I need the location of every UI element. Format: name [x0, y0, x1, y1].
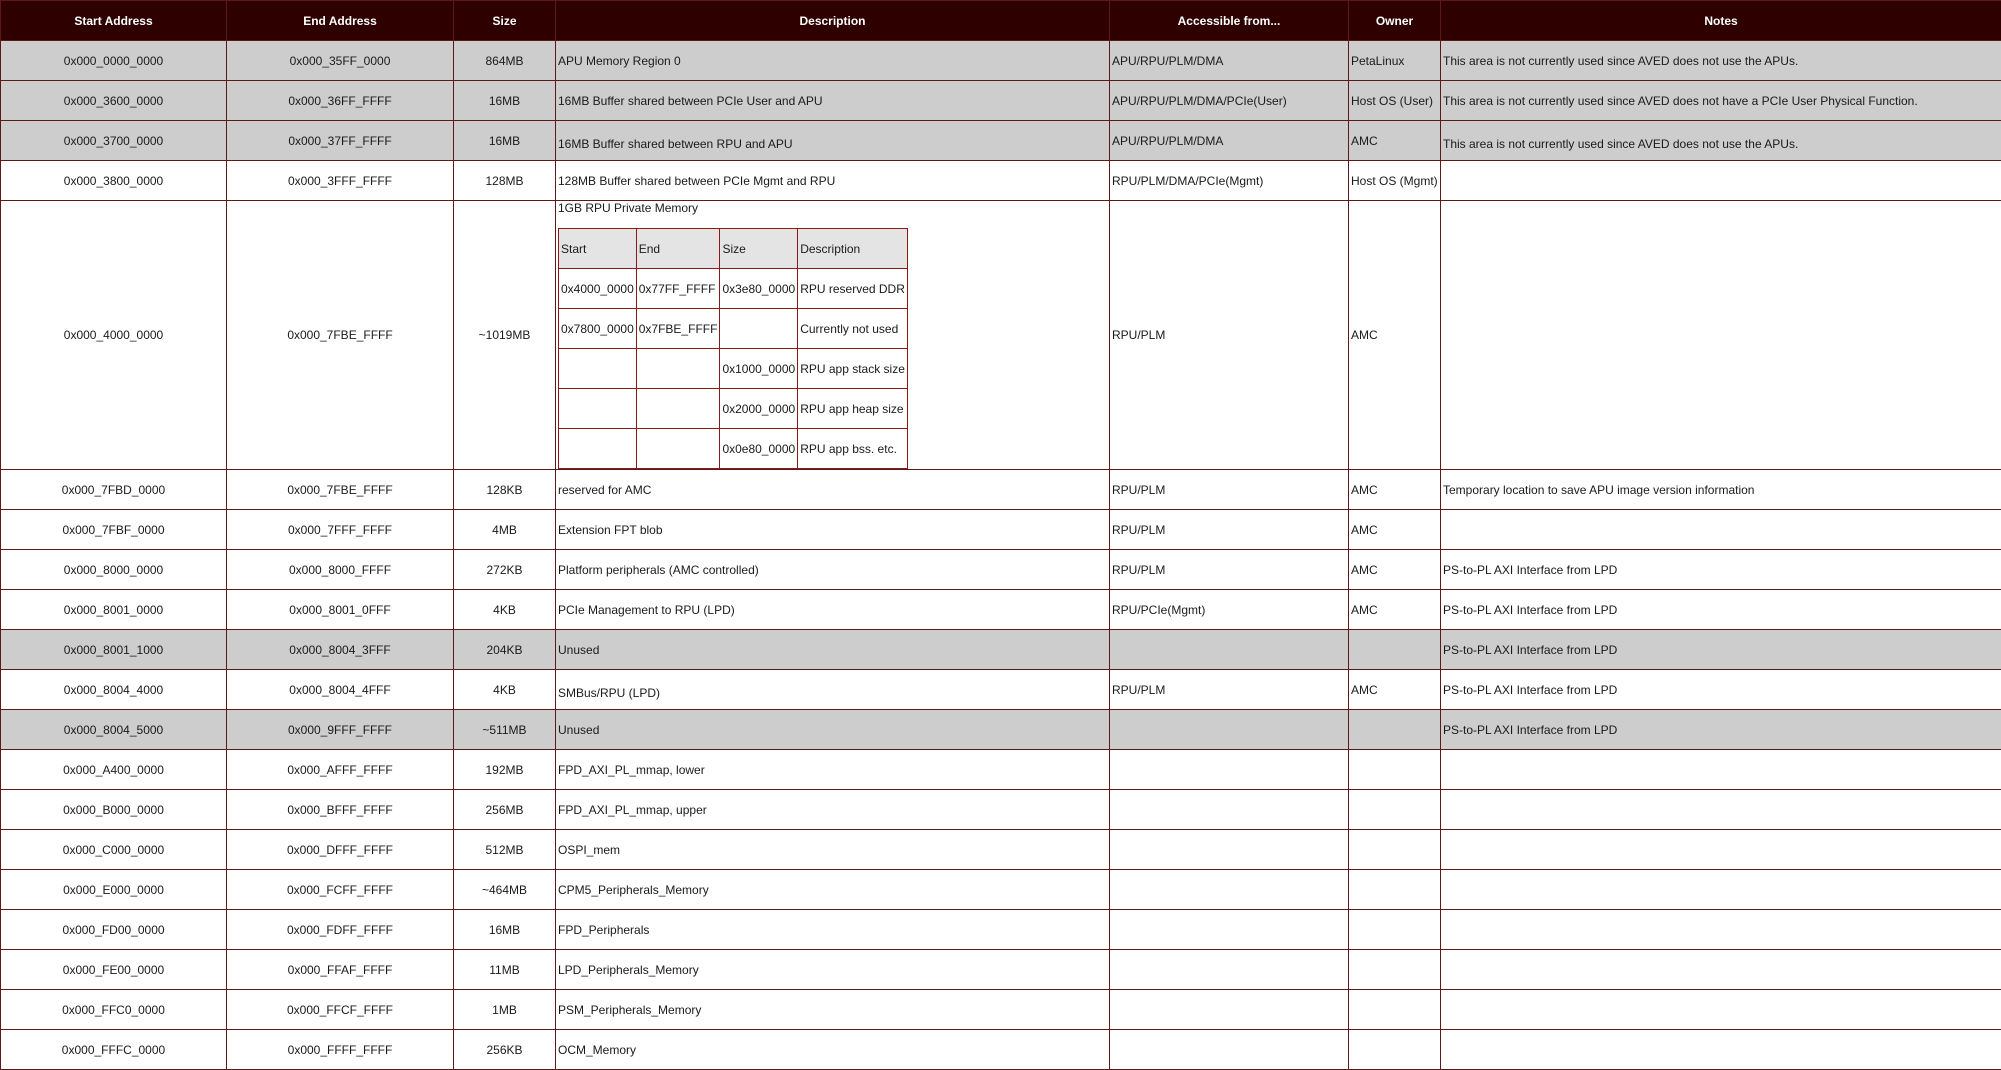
accessible-cell: RPU/PLM [1110, 670, 1349, 710]
header-accessible-from: Accessible from... [1110, 1, 1349, 41]
start-address-cell: 0x000_4000_0000 [1, 201, 227, 470]
owner-cell [1349, 750, 1441, 790]
notes-cell [1441, 161, 2001, 201]
table-row [1, 470, 2001, 510]
owner-cell: PetaLinux [1349, 41, 1441, 81]
header-start-address: Start Address [1, 1, 227, 41]
owner-cell: AMC [1349, 121, 1441, 161]
accessible-cell [1110, 1030, 1349, 1070]
end-address-cell: 0x000_8000_FFFF [227, 550, 454, 590]
subtable-row [559, 309, 908, 349]
subtable-cell [720, 309, 798, 349]
table-row [1, 510, 2001, 550]
accessible-cell [1110, 910, 1349, 950]
end-address-cell: 0x000_8004_4FFF [227, 670, 454, 710]
start-address-cell: 0x000_8004_4000 [1, 670, 227, 710]
notes-cell: PS-to-PL AXI Interface from LPD [1441, 550, 2001, 590]
end-address-cell: 0x000_FFFF_FFFF [227, 1030, 454, 1070]
accessible-cell [1110, 750, 1349, 790]
header-description: Description [556, 1, 1110, 41]
accessible-cell: RPU/PLM/DMA/PCIe(Mgmt) [1110, 161, 1349, 201]
table-row [1, 750, 2001, 790]
subtable-cell [636, 349, 720, 389]
subtable-cell: RPU app heap size [798, 389, 908, 429]
notes-cell [1441, 121, 2001, 161]
table-row [1, 630, 2001, 670]
size-cell: 16MB [454, 121, 556, 161]
accessible-cell [1110, 950, 1349, 990]
start-address-cell: 0x000_8001_0000 [1, 590, 227, 630]
size-cell: 4MB [454, 510, 556, 550]
start-address-cell: 0x000_B000_0000 [1, 790, 227, 830]
subtable-cell: Currently not used [798, 309, 908, 349]
description-cell: PSM_Peripherals_Memory [556, 990, 1110, 1030]
table-row [1, 910, 2001, 950]
header-size: Size [454, 1, 556, 41]
subtable-cell: 0x0e80_0000 [720, 429, 798, 469]
size-cell: 128MB [454, 161, 556, 201]
description-cell: FPD_AXI_PL_mmap, upper [556, 790, 1110, 830]
table-row [1, 41, 2001, 81]
start-address-cell: 0x000_3800_0000 [1, 161, 227, 201]
accessible-cell [1110, 790, 1349, 830]
table-row [1, 201, 2001, 470]
rpu-memory-subtable [558, 228, 908, 469]
table-row [1, 1030, 2001, 1070]
end-address-cell: 0x000_36FF_FFFF [227, 81, 454, 121]
end-address-cell: 0x000_37FF_FFFF [227, 121, 454, 161]
end-address-cell: 0x000_BFFF_FFFF [227, 790, 454, 830]
subtable-cell: RPU app stack size [798, 349, 908, 389]
end-address-cell: 0x000_FFAF_FFFF [227, 950, 454, 990]
subtable-cell [636, 429, 720, 469]
start-address-cell: 0x000_7FBF_0000 [1, 510, 227, 550]
accessible-cell: RPU/PLM [1110, 470, 1349, 510]
end-address-cell: 0x000_9FFF_FFFF [227, 710, 454, 750]
accessible-cell: RPU/PLM [1110, 201, 1349, 470]
subtable-row [559, 269, 908, 309]
notes-cell: PS-to-PL AXI Interface from LPD [1441, 630, 2001, 670]
end-address-cell: 0x000_7FBE_FFFF [227, 201, 454, 470]
size-cell: 16MB [454, 81, 556, 121]
end-address-cell: 0x000_35FF_0000 [227, 41, 454, 81]
size-cell: 272KB [454, 550, 556, 590]
end-address-cell: 0x000_3FFF_FFFF [227, 161, 454, 201]
table-row [1, 590, 2001, 630]
notes-cell [1441, 790, 2001, 830]
size-cell: 864MB [454, 41, 556, 81]
size-cell: 1MB [454, 990, 556, 1030]
start-address-cell: 0x000_8000_0000 [1, 550, 227, 590]
description-cell: reserved for AMC [556, 470, 1110, 510]
subtable-cell: RPU app bss. etc. [798, 429, 908, 469]
table-row [1, 81, 2001, 121]
description-cell: FPD_AXI_PL_mmap, lower [556, 750, 1110, 790]
notes-cell [1441, 750, 2001, 790]
owner-cell [1349, 1030, 1441, 1070]
table-row [1, 121, 2001, 161]
end-address-cell: 0x000_FDFF_FFFF [227, 910, 454, 950]
table-row [1, 950, 2001, 990]
notes-text: This area is not currently used since AVED does not use the APUs. [1443, 130, 1798, 151]
subtable-cell: 0x7FBE_FFFF [636, 309, 720, 349]
subtable-cell: 0x7800_0000 [559, 309, 637, 349]
owner-cell: Host OS (User) [1349, 81, 1441, 121]
subtable-cell: 0x2000_0000 [720, 389, 798, 429]
notes-cell [1441, 910, 2001, 950]
description-cell: 128MB Buffer shared between PCIe Mgmt and RPU [556, 161, 1110, 201]
header-end-address: End Address [227, 1, 454, 41]
notes-cell [1441, 990, 2001, 1030]
size-cell: 4KB [454, 590, 556, 630]
start-address-cell: 0x000_A400_0000 [1, 750, 227, 790]
notes-cell: This area is not currently used since AVED does not use the APUs. [1441, 41, 2001, 81]
subtable-row [559, 389, 908, 429]
owner-cell: AMC [1349, 510, 1441, 550]
accessible-cell [1110, 870, 1349, 910]
notes-cell: PS-to-PL AXI Interface from LPD [1441, 590, 2001, 630]
notes-cell [1441, 950, 2001, 990]
description-cell: OSPI_mem [556, 830, 1110, 870]
accessible-cell: APU/RPU/PLM/DMA [1110, 41, 1349, 81]
subtable-cell [559, 349, 637, 389]
description-cell: Unused [556, 710, 1110, 750]
subtable-cell: RPU reserved DDR [798, 269, 908, 309]
owner-cell [1349, 950, 1441, 990]
table-row [1, 161, 2001, 201]
notes-cell: Temporary location to save APU image version information [1441, 470, 2001, 510]
accessible-cell: RPU/PLM [1110, 550, 1349, 590]
owner-cell [1349, 710, 1441, 750]
owner-cell: AMC [1349, 590, 1441, 630]
subtable-cell [636, 389, 720, 429]
size-cell: 256KB [454, 1030, 556, 1070]
description-cell [556, 201, 1110, 470]
owner-cell [1349, 790, 1441, 830]
description-text: 1GB RPU Private Memory [558, 201, 1107, 215]
subtable-header-row [559, 229, 908, 269]
subtable-header-description: Description [798, 229, 908, 269]
end-address-cell: 0x000_AFFF_FFFF [227, 750, 454, 790]
table-row [1, 670, 2001, 710]
start-address-cell: 0x000_FE00_0000 [1, 950, 227, 990]
subtable-header-start: Start [559, 229, 637, 269]
description-cell: APU Memory Region 0 [556, 41, 1110, 81]
header-notes: Notes [1441, 1, 2001, 41]
subtable-cell: 0x1000_0000 [720, 349, 798, 389]
description-cell: LPD_Peripherals_Memory [556, 950, 1110, 990]
owner-cell [1349, 830, 1441, 870]
accessible-cell: RPU/PCIe(Mgmt) [1110, 590, 1349, 630]
size-cell: ~1019MB [454, 201, 556, 470]
owner-cell [1349, 910, 1441, 950]
size-cell: 128KB [454, 470, 556, 510]
notes-cell: PS-to-PL AXI Interface from LPD [1441, 710, 2001, 750]
size-cell: 11MB [454, 950, 556, 990]
end-address-cell: 0x000_FCFF_FFFF [227, 870, 454, 910]
start-address-cell: 0x000_FD00_0000 [1, 910, 227, 950]
subtable-cell: 0x77FF_FFFF [636, 269, 720, 309]
accessible-cell [1110, 990, 1349, 1030]
accessible-cell [1110, 710, 1349, 750]
table-row [1, 550, 2001, 590]
table-row [1, 990, 2001, 1030]
notes-cell [1441, 1030, 2001, 1070]
owner-cell: AMC [1349, 201, 1441, 470]
start-address-cell: 0x000_8004_5000 [1, 710, 227, 750]
notes-cell [1441, 830, 2001, 870]
description-cell: OCM_Memory [556, 1030, 1110, 1070]
description-cell [556, 121, 1110, 161]
accessible-cell: APU/RPU/PLM/DMA [1110, 121, 1349, 161]
subtable-cell [559, 389, 637, 429]
size-cell: 256MB [454, 790, 556, 830]
subtable-header-size: Size [720, 229, 798, 269]
start-address-cell: 0x000_E000_0000 [1, 870, 227, 910]
end-address-cell: 0x000_8004_3FFF [227, 630, 454, 670]
size-cell: ~464MB [454, 870, 556, 910]
header-row [1, 1, 2001, 41]
table-row [1, 870, 2001, 910]
description-cell: CPM5_Peripherals_Memory [556, 870, 1110, 910]
end-address-cell: 0x000_FFCF_FFFF [227, 990, 454, 1030]
size-cell: ~511MB [454, 710, 556, 750]
start-address-cell: 0x000_8001_1000 [1, 630, 227, 670]
start-address-cell: 0x000_C000_0000 [1, 830, 227, 870]
header-owner: Owner [1349, 1, 1441, 41]
owner-cell: Host OS (Mgmt) [1349, 161, 1441, 201]
subtable-cell: 0x3e80_0000 [720, 269, 798, 309]
size-cell: 204KB [454, 630, 556, 670]
owner-cell [1349, 870, 1441, 910]
owner-cell [1349, 630, 1441, 670]
accessible-cell [1110, 830, 1349, 870]
owner-cell: AMC [1349, 670, 1441, 710]
description-cell [556, 670, 1110, 710]
start-address-cell: 0x000_0000_0000 [1, 41, 227, 81]
table-row [1, 710, 2001, 750]
owner-cell: AMC [1349, 470, 1441, 510]
description-text: 16MB Buffer shared between RPU and APU [558, 130, 793, 151]
start-address-cell: 0x000_7FBD_0000 [1, 470, 227, 510]
size-cell: 4KB [454, 670, 556, 710]
subtable-row [559, 429, 908, 469]
accessible-cell [1110, 630, 1349, 670]
notes-cell: PS-to-PL AXI Interface from LPD [1441, 670, 2001, 710]
end-address-cell: 0x000_8001_0FFF [227, 590, 454, 630]
description-cell: Unused [556, 630, 1110, 670]
subtable-header-end: End [636, 229, 720, 269]
subtable-cell: 0x4000_0000 [559, 269, 637, 309]
table-row [1, 790, 2001, 830]
description-text: SMBus/RPU (LPD) [558, 679, 660, 700]
description-cell: PCIe Management to RPU (LPD) [556, 590, 1110, 630]
table-row [1, 830, 2001, 870]
start-address-cell: 0x000_FFFC_0000 [1, 1030, 227, 1070]
subtable-cell [559, 429, 637, 469]
notes-cell: This area is not currently used since AVED does not have a PCIe User Physical Function. [1441, 81, 2001, 121]
description-cell: Extension FPT blob [556, 510, 1110, 550]
description-cell: FPD_Peripherals [556, 910, 1110, 950]
description-cell: 16MB Buffer shared between PCIe User and APU [556, 81, 1110, 121]
size-cell: 192MB [454, 750, 556, 790]
owner-cell: AMC [1349, 550, 1441, 590]
accessible-cell: RPU/PLM [1110, 510, 1349, 550]
notes-cell [1441, 510, 2001, 550]
owner-cell [1349, 990, 1441, 1030]
description-cell: Platform peripherals (AMC controlled) [556, 550, 1110, 590]
accessible-cell: APU/RPU/PLM/DMA/PCIe(User) [1110, 81, 1349, 121]
end-address-cell: 0x000_DFFF_FFFF [227, 830, 454, 870]
notes-cell [1441, 870, 2001, 910]
size-cell: 512MB [454, 830, 556, 870]
end-address-cell: 0x000_7FBE_FFFF [227, 470, 454, 510]
start-address-cell: 0x000_FFC0_0000 [1, 990, 227, 1030]
notes-cell [1441, 201, 2001, 470]
subtable-row [559, 349, 908, 389]
size-cell: 16MB [454, 910, 556, 950]
start-address-cell: 0x000_3600_0000 [1, 81, 227, 121]
start-address-cell: 0x000_3700_0000 [1, 121, 227, 161]
end-address-cell: 0x000_7FFF_FFFF [227, 510, 454, 550]
